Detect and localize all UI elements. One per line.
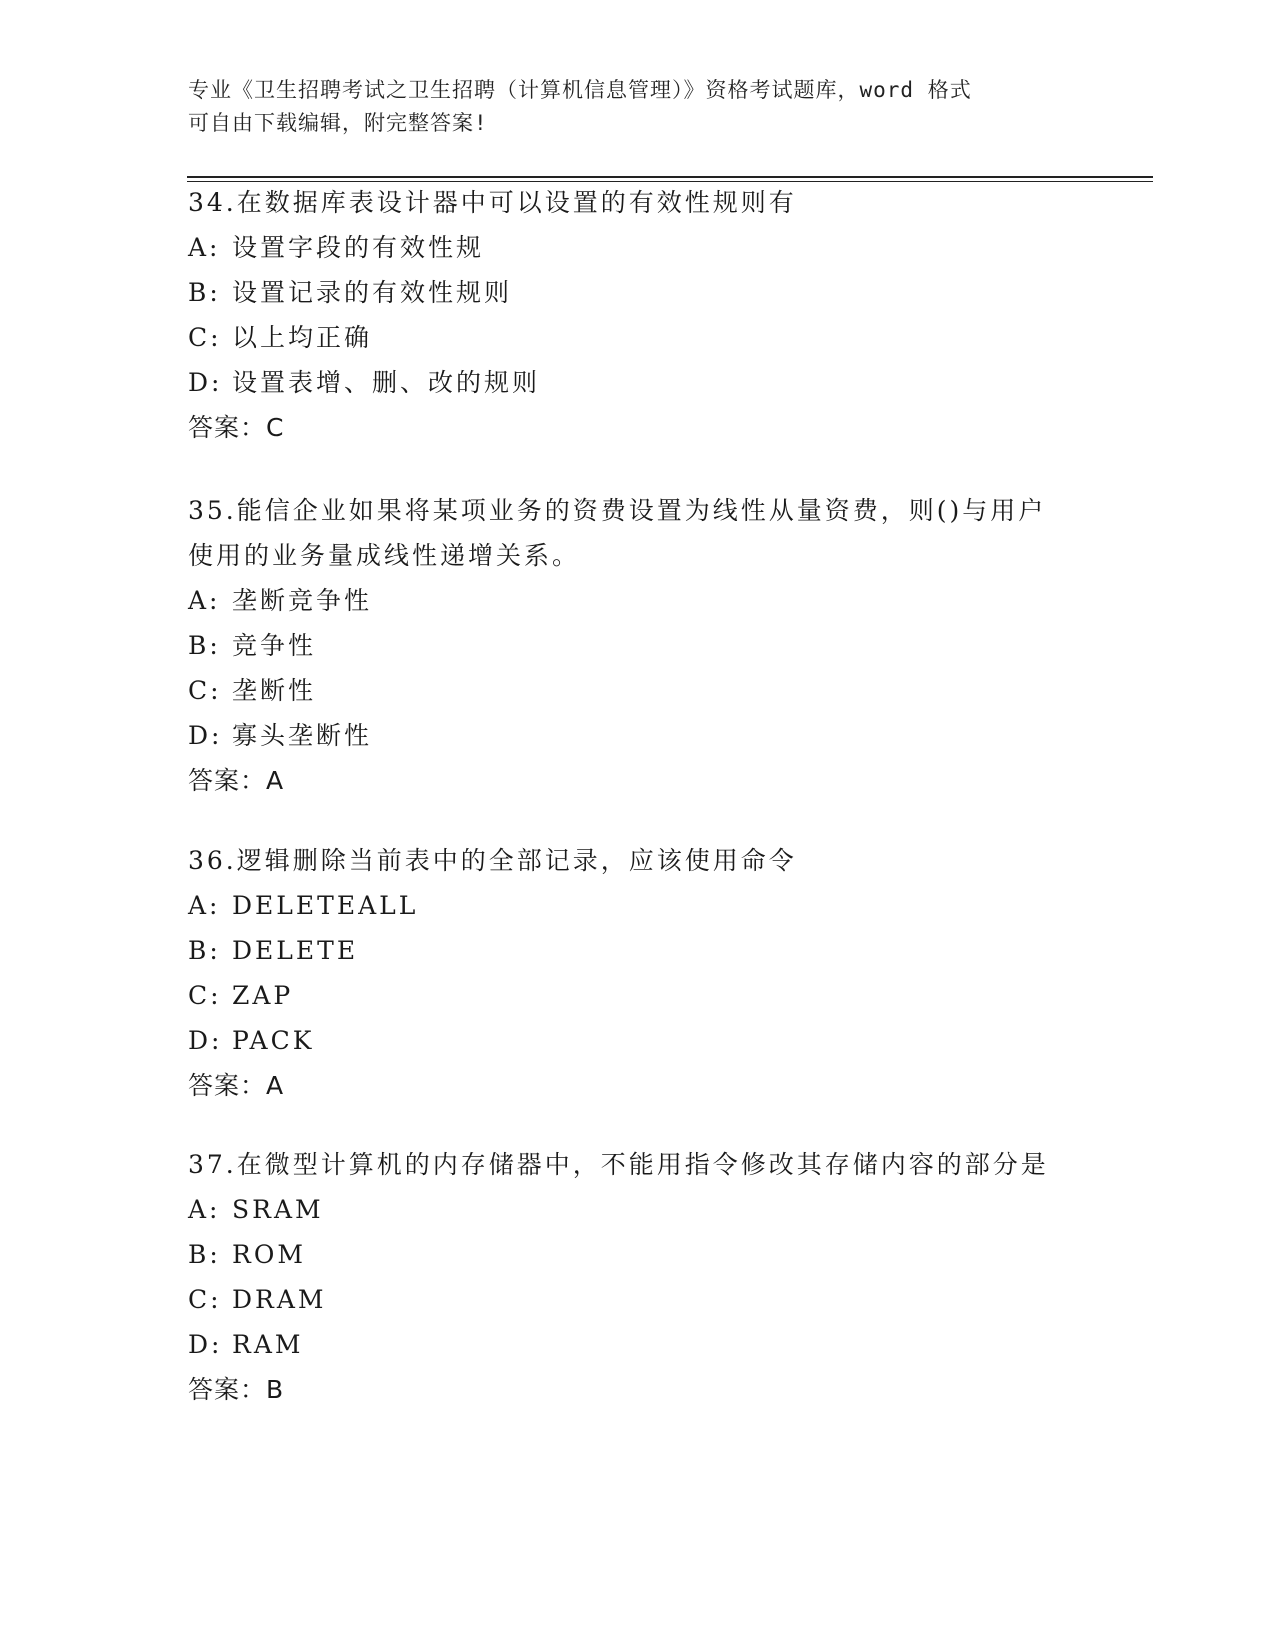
answer: 答案：B bbox=[188, 1375, 285, 1404]
option-text: PACK bbox=[232, 1026, 315, 1055]
question-text: 34.在数据库表设计器中可以设置的有效性规则有 bbox=[188, 188, 797, 217]
option-text: DELETE bbox=[232, 936, 359, 965]
option-text: 垄断竞争性 bbox=[232, 586, 373, 615]
option-text: 设置表增、删、改的规则 bbox=[232, 368, 541, 397]
question-37 bbox=[188, 1142, 1088, 1412]
answer: 答案：A bbox=[188, 1071, 285, 1100]
option-label: B: bbox=[188, 278, 221, 307]
option-label: D: bbox=[188, 1026, 223, 1055]
option-text: DRAM bbox=[232, 1285, 327, 1314]
header-divider-thick bbox=[187, 176, 1153, 178]
document-header bbox=[188, 74, 1088, 140]
option-label: D: bbox=[188, 368, 223, 397]
option-b bbox=[188, 928, 1088, 973]
option-text: RAM bbox=[232, 1330, 304, 1359]
option-b bbox=[188, 623, 1088, 668]
option-label: A: bbox=[188, 233, 221, 262]
option-d bbox=[188, 1322, 1088, 1367]
option-label: C: bbox=[188, 676, 222, 705]
option-text: ROM bbox=[232, 1240, 306, 1269]
option-text: 以上均正确 bbox=[232, 323, 373, 352]
option-text: 竞争性 bbox=[232, 631, 317, 660]
option-label: C: bbox=[188, 323, 222, 352]
option-text: 寡头垄断性 bbox=[232, 721, 373, 750]
option-c bbox=[188, 668, 1088, 713]
question-35 bbox=[188, 488, 1088, 803]
option-label: A: bbox=[188, 891, 221, 920]
option-c bbox=[188, 973, 1088, 1018]
option-label: B: bbox=[188, 1240, 221, 1269]
option-text: 垄断性 bbox=[232, 676, 317, 705]
option-label: B: bbox=[188, 936, 221, 965]
question-text: 37.在微型计算机的内存储器中，不能用指令修改其存储内容的部分是 bbox=[188, 1150, 1049, 1179]
option-label: D: bbox=[188, 721, 223, 750]
answer: 答案：A bbox=[188, 766, 285, 795]
option-a bbox=[188, 578, 1088, 623]
option-b bbox=[188, 270, 1088, 315]
question-text: 36.逻辑删除当前表中的全部记录，应该使用命令 bbox=[188, 846, 797, 875]
option-label: C: bbox=[188, 1285, 222, 1314]
question-36 bbox=[188, 838, 1088, 1108]
option-a bbox=[188, 883, 1088, 928]
option-c bbox=[188, 1277, 1088, 1322]
option-d bbox=[188, 1018, 1088, 1063]
header-line-2: 可自由下载编辑，附完整答案! bbox=[188, 111, 488, 135]
option-label: D: bbox=[188, 1330, 223, 1359]
option-text: ZAP bbox=[232, 981, 294, 1010]
option-label: C: bbox=[188, 981, 222, 1010]
option-text: 设置记录的有效性规则 bbox=[232, 278, 513, 307]
option-d bbox=[188, 360, 1088, 405]
option-text: DELETEALL bbox=[232, 891, 419, 920]
option-d bbox=[188, 713, 1088, 758]
option-label: A: bbox=[188, 586, 221, 615]
question-34 bbox=[188, 180, 1088, 450]
option-a bbox=[188, 1187, 1088, 1232]
option-label: A: bbox=[188, 1195, 221, 1224]
option-b bbox=[188, 1232, 1088, 1277]
option-c bbox=[188, 315, 1088, 360]
option-label: B: bbox=[188, 631, 221, 660]
option-text: 设置字段的有效性规 bbox=[232, 233, 485, 262]
option-text: SRAM bbox=[232, 1195, 324, 1224]
header-line-1: 专业《卫生招聘考试之卫生招聘（计算机信息管理）》资格考试题库，word 格式 bbox=[188, 78, 972, 102]
question-text: 35.能信企业如果将某项业务的资费设置为线性从量资费，则()与用户使用的业务量成线性递增关系。 bbox=[188, 496, 1047, 570]
option-a bbox=[188, 225, 1088, 270]
answer: 答案：C bbox=[188, 413, 285, 442]
